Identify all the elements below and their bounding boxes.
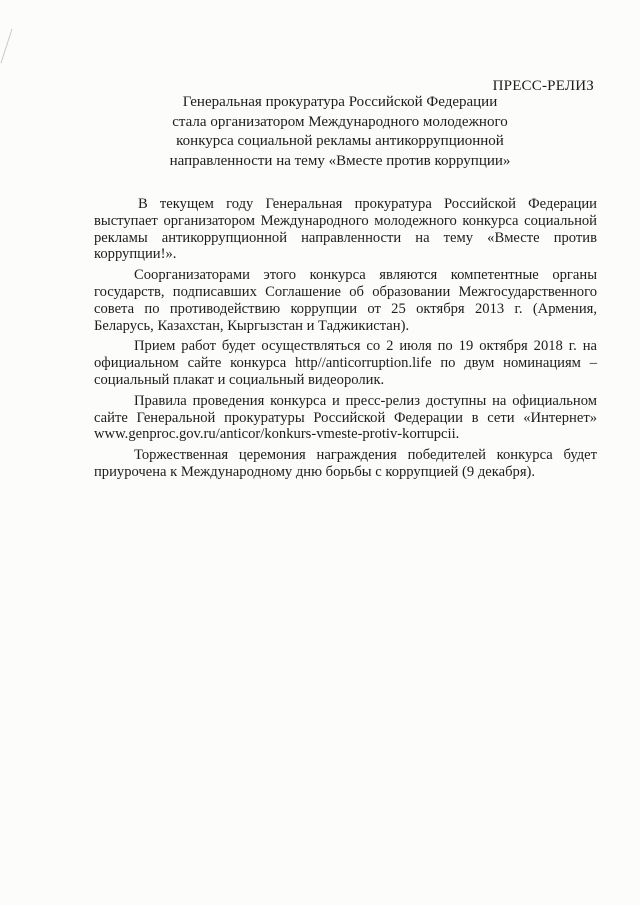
document-title (140, 93, 540, 171)
scan-mark (0, 29, 12, 64)
body-paragraph: В текущем году Генеральная прокуратура Российской Федерации выступает организатором Международного молодежного конкурса социальной рекламы антикоррупционной направленности на тему «Вместе против коррупции!». (94, 196, 597, 263)
title-line: конкурса социальной рекламы антикоррупционной (176, 133, 504, 149)
title-line: стала организатором Международного молодежного (172, 113, 508, 130)
body-paragraph: Прием работ будет осуществляться со 2 июля по 19 октября 2018 г. на официальном сайте конкурса http//anticorruption.life по двум номинациям – социальный плакат и социальный видеоролик. (94, 338, 597, 388)
title-line: Генеральная прокуратура Российской Федерации (182, 94, 498, 110)
body-paragraph: Правила проведения конкурса и пресс-релиз доступны на официальном сайте Генеральной прокуратуры Российской Федерации в сети «Интернет» www.genproc.gov.ru/anticor/konkurs-vmeste-protiv-korrupcii. (94, 392, 597, 443)
body-paragraph: Соорганизаторами этого конкурса являются компетентные органы государств, подписавших Соглашение об образовании Межгосударственного совета по противодействию коррупции от 25 октября 2013 г. (Армения, Беларусь, Казахстан, Кыргызстан и Таджикистан). (94, 267, 597, 334)
body-paragraph: Торжественная церемония награждения победителей конкурса будет приурочена к Международному дню борьбы с коррупцией (9 декабря). (94, 447, 597, 480)
press-release-label: ПРЕСС-РЕЛИЗ (492, 78, 594, 94)
document-body (94, 196, 597, 481)
title-line: направленности на тему «Вместе против коррупции» (169, 152, 511, 169)
